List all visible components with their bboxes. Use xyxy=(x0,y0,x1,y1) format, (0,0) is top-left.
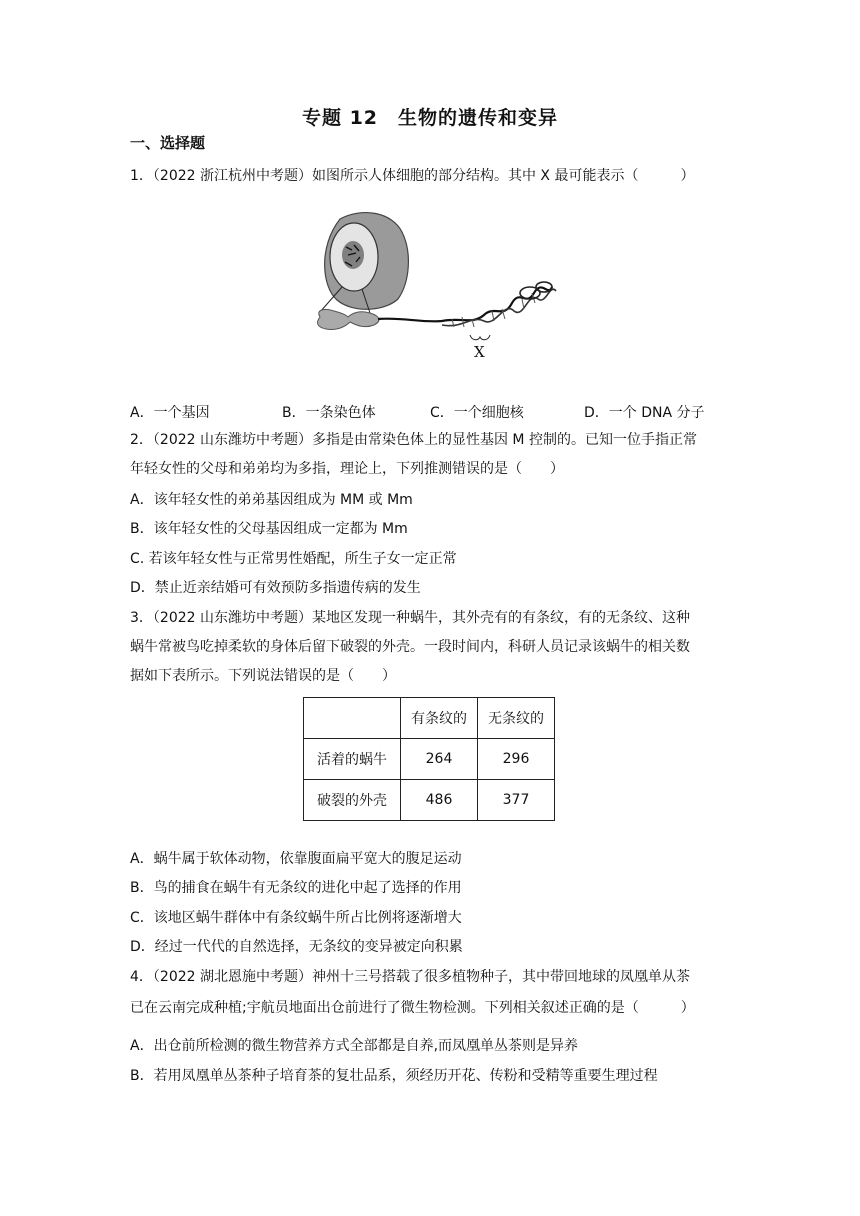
table-header-cell: 无条纹的 xyxy=(478,698,555,739)
option-b: B．一条染色体 xyxy=(282,405,376,421)
question-4-option-a: A．出仓前所检测的微生物营养方式全部都是自养,而凤凰单丛茶则是异养 xyxy=(130,1038,579,1054)
question-3-option-c: C．该地区蜗牛群体中有条纹蜗牛所占比例将逐渐增大 xyxy=(130,910,462,926)
question-2-option-a: A．该年轻女性的弟弟基因组成为 MM 或 Mm xyxy=(130,492,413,508)
question-4-stem-line-2: 已在云南完成种植;宇航员地面出仓前进行了微生物检测。下列相关叙述正确的是（ ） xyxy=(130,1000,695,1016)
x-label: X xyxy=(474,343,485,361)
section-heading: 一、选择题 xyxy=(130,134,206,152)
question-4-option-b: B．若用凤凰单丛茶种子培育茶的复壮品系，须经历开花、传粉和受精等重要生理过程 xyxy=(130,1068,658,1084)
question-2-stem-line-2: 年轻女性的父母和弟弟均为多指，理论上，下列推测错误的是（ ） xyxy=(130,461,564,477)
question-3-stem-line-1: 3．（2022 山东潍坊中考题）某地区发现一种蜗牛，其外壳有的有条纹，有的无条纹、这种 xyxy=(130,610,690,626)
chromosome-shape xyxy=(318,309,379,329)
table-cell: 377 xyxy=(478,780,555,821)
question-3-option-d: D．经过一代代的自然选择，无条纹的变异被定向积累 xyxy=(130,939,463,955)
table-header-cell xyxy=(304,698,401,739)
question-1-stem: 1．（2022 浙江杭州中考题）如图所示人体细胞的部分结构。其中 X 最可能表示（ ） xyxy=(130,168,695,184)
question-2-stem-line-1: 2．（2022 山东潍坊中考题）多指是由常染色体上的显性基因 M 控制的。已知一位手指正常 xyxy=(130,432,697,448)
row-label: 破裂的外壳 xyxy=(304,780,401,821)
table-row xyxy=(304,780,555,821)
question-3-option-b: B．鸟的捕食在蜗牛有无条纹的进化中起了选择的作用 xyxy=(130,880,462,896)
question-3-stem-line-2: 蜗牛常被鸟吃掉柔软的身体后留下破裂的外壳。一段时间内，科研人员记录该蜗牛的相关数 xyxy=(130,639,690,655)
row-label: 活着的蜗牛 xyxy=(304,739,401,780)
question-2-option-c: C. 若该年轻女性与正常男性婚配，所生子女一定正常 xyxy=(130,551,457,567)
question-2-option-b: B．该年轻女性的父母基因组成一定都为 Mm xyxy=(130,521,408,537)
cell-dna-figure xyxy=(312,207,560,367)
option-c: C．一个细胞核 xyxy=(430,405,524,421)
snail-data-table xyxy=(303,697,555,821)
option-d: D．一个 DNA 分子 xyxy=(584,405,705,421)
question-2-option-d: D．禁止近亲结婚可有效预防多指遗传病的发生 xyxy=(130,580,421,596)
table-header-row xyxy=(304,698,555,739)
table-header-cell: 有条纹的 xyxy=(401,698,478,739)
table-cell: 296 xyxy=(478,739,555,780)
table-cell: 264 xyxy=(401,739,478,780)
question-1-options xyxy=(130,402,750,422)
table-cell: 486 xyxy=(401,780,478,821)
question-3-stem-line-3: 据如下表所示。下列说法错误的是（ ） xyxy=(130,668,396,684)
option-a: A．一个基因 xyxy=(130,405,210,421)
question-4-stem-line-1: 4．（2022 湖北恩施中考题）神州十三号搭载了很多植物种子，其中带回地球的凤凰单从茶 xyxy=(130,969,690,985)
page-title: 专题 12 生物的遗传和变异 xyxy=(301,107,559,129)
table-row xyxy=(304,739,555,780)
question-3-option-a: A．蜗牛属于软体动物，依靠腹面扁平宽大的腹足运动 xyxy=(130,851,462,867)
